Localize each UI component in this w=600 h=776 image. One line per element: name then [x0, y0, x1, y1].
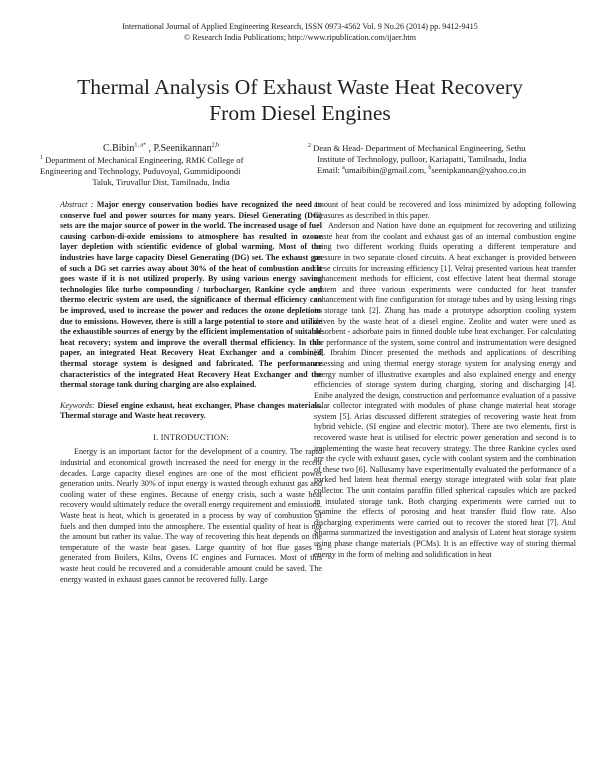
- affiliation-2-line-2: Institute of Technology, pulloor, Kariapatti, Tamilnadu, India: [317, 154, 527, 164]
- author-name-1: C.Bibin: [102, 143, 135, 154]
- email-1: umaibibin@gmail.com,: [344, 165, 429, 175]
- journal-citation-line: International Journal of Applied Engineering Research, ISSN 0973-4562 Vol. 9 No.26 (2014) pp. 9412-9415: [122, 22, 478, 31]
- abstract-label: Abstract :: [60, 200, 94, 209]
- title-line-1: Thermal Analysis Of Exhaust Waste Heat Recovery: [77, 75, 523, 99]
- author-1-sup: 1, a*: [134, 142, 147, 149]
- publisher-line: © Research India Publications; http://www.ripublication.com/ijaer.htm: [184, 32, 416, 42]
- email-2-sup: b: [428, 165, 432, 172]
- right-paragraph-1: amount of heat could be recovered and loss minimized by adopting following measures as described in this paper.: [314, 200, 576, 220]
- author-names: [30, 143, 292, 154]
- email-1-sup: a: [342, 165, 345, 172]
- introduction-paragraph: Energy is an important factor for the development of a country. The rapid industrial and economical growth increased the need for energy in the recent decades. Large capacity diesel engines are one of the most efficient power generation units. Nearly 30% of input energy is wasted through exhaust gas and cooling water of these engines. Because of energy crisis, such a waste heat recovery would ultimately reduce the overall energy requirement and emissions. Waste heat is heat, which is generated in a process by way of combustion of fuels and then dumped into the atmosphere. The essential quality of heat is not the amount but rather its value. The way of recovering this heat depends on the temperature of the waste heat gases. Large quantity of hot flue gases is generated from Boilers, Kilns, Ovens IC engines and Furnaces. Most of this waste heat could be recovered and a considerable amount could be saved. The energy wasted in exhaust gases cannot be recovered fully. Large: [60, 447, 322, 584]
- affiliation-2-line-1: [308, 143, 570, 154]
- affiliation-2-sup: 2: [308, 143, 311, 150]
- email-line: [308, 165, 570, 176]
- authors-left-block: [30, 143, 292, 188]
- abstract-text: Major energy conservation bodies have recognized the need to conserve fuel and power sources for many years. Diesel Generating (DG) sets are the major source of power in the world. The increased usage of fuel causing carbon-di-oxide emissions to atmosphere has resulted in ozone layer depletion with scientific evidence of global warming. Most of the industries have large capacity Diesel Generating (DG) set. The exhaust gas of such a DG set carries away about 30% of the heat of combustion and it goes waste if it is not utilized properly. By using various energy saving technologies like turbo compounding / turbocharger, Rankine cycle and thermo electric system are used, the significance of thermal efficiency can be improved, used to increase the power and reduces the ozone depletions due to emissions. However, there is still a large potential to store and utilize the exhaustible sources of energy by the efficient implementation of suitable heat recovery; system and improve the overall thermal efficiency. In this paper, an integrated Heat Recovery Heat Exchanger and a combined thermal storage system is designed and fabricated. The performance characteristics of the integrated Heat Recovery Heat Exchanger and the thermal storage tank during charging are also explained.: [60, 200, 322, 390]
- affiliation-2-text-1: Dean & Head- Department of Mechanical Engineering, Sethu: [311, 143, 526, 153]
- affiliation-1-line-3: Taluk, Tiruvallur Dist, Tamilnadu, India: [92, 177, 230, 187]
- left-column: [60, 200, 322, 585]
- title-line-2: From Diesel Engines: [209, 101, 391, 125]
- keywords-label: Keywords:: [60, 400, 95, 410]
- affiliation-1-line-1: [30, 155, 292, 166]
- email-2: seenipkannan@yahoo.co.in: [431, 165, 527, 175]
- affiliation-1-text-1: Department of Mechanical Engineering, RMK College of: [43, 155, 244, 165]
- right-paragraph-2: Anderson and Nation have done an equipment for recovering and utilizing waste heat from the coolant and exhaust gas of an internal combustion engine using two different working fluids operating a different temperature and pressure in two separate closed circuits. A heat exchanger is provided between these circuits for increasing efficiency [1]. Velraj presented various heat transfer enhancement methods for efficient, cost effective latent heat thermal storage system and three various experiments were conducted for heat transfer enhancement with fine configuration for storage tubes and by using lessing rings in storage tank [2]. Zhang has made a prototype adsorption cooling system driven by the waste heat of a diesel engine. Zeolite and water were used as adsorbent - adsorbate pairs in finned double tube heat exchanger. For calculating the performance of the system, some control and instrumentation were designed [3]. Ibrahim Dincer presented the methods and applications of describing assessing and using thermal energy storage system for analysing energy and energy number of illustrative examples and also explained energy and energy efficiencies of storage system during charging, storing and discharging [4]. Enibe analyzed the design, construction and performance evaluation of a passive solar collector integrated with modules of phase change material heat storage system [5]. Arias discussed different strategies of recovering waste heat from hybrid vehicle. (SI engine and electric motor). There are two elements, first is recovered waste heat is utilised for electric power generation and second is to implementing the waste heat recovery strategy. The three Rankine cycles used are the cycle with exhaust gases, cycle with coolant system and the combination of these two [6]. Nallusamy have experimentally evaluated the performance of a parked bed latent heat thermal energy storage integrated with solar feat plate collector. The unit contains paraffin filled spherical capsules which are packed in insulated storage tank. Both charging experiments were carried out to examine the effects of porosing and heat transfer fluid flow rate. Also discharging experiments were carried out to recover the stored heat [7]. Atul Sharma summarized the investigation and analysis of Latent heat storage system using phase change materials (PCMs). It is an effective way of storing thermal energy in the form of melting and solidification in heat: [314, 221, 576, 559]
- keywords: [60, 401, 322, 422]
- affiliation-1-sup: 1: [40, 155, 43, 162]
- authors-right-block: [308, 143, 570, 176]
- right-column: [314, 200, 576, 560]
- email-label: Email:: [317, 165, 343, 175]
- abstract: [60, 200, 322, 391]
- journal-header: [0, 22, 600, 43]
- author-name-2: , P.Seenikannan: [146, 143, 212, 154]
- author-2-sup: 2,b: [211, 142, 220, 149]
- affiliation-1-line-2: Engineering and Technology, Puduvoyal, Gummidipoondi: [40, 166, 241, 176]
- section-heading-introduction: I. INTRODUCTION:: [153, 432, 229, 442]
- paper-title: [30, 74, 570, 126]
- keywords-text: Diesel engine exhaust, heat exchanger, Phase changes materials. Thermal storage and Waste heat recovery.: [60, 400, 322, 421]
